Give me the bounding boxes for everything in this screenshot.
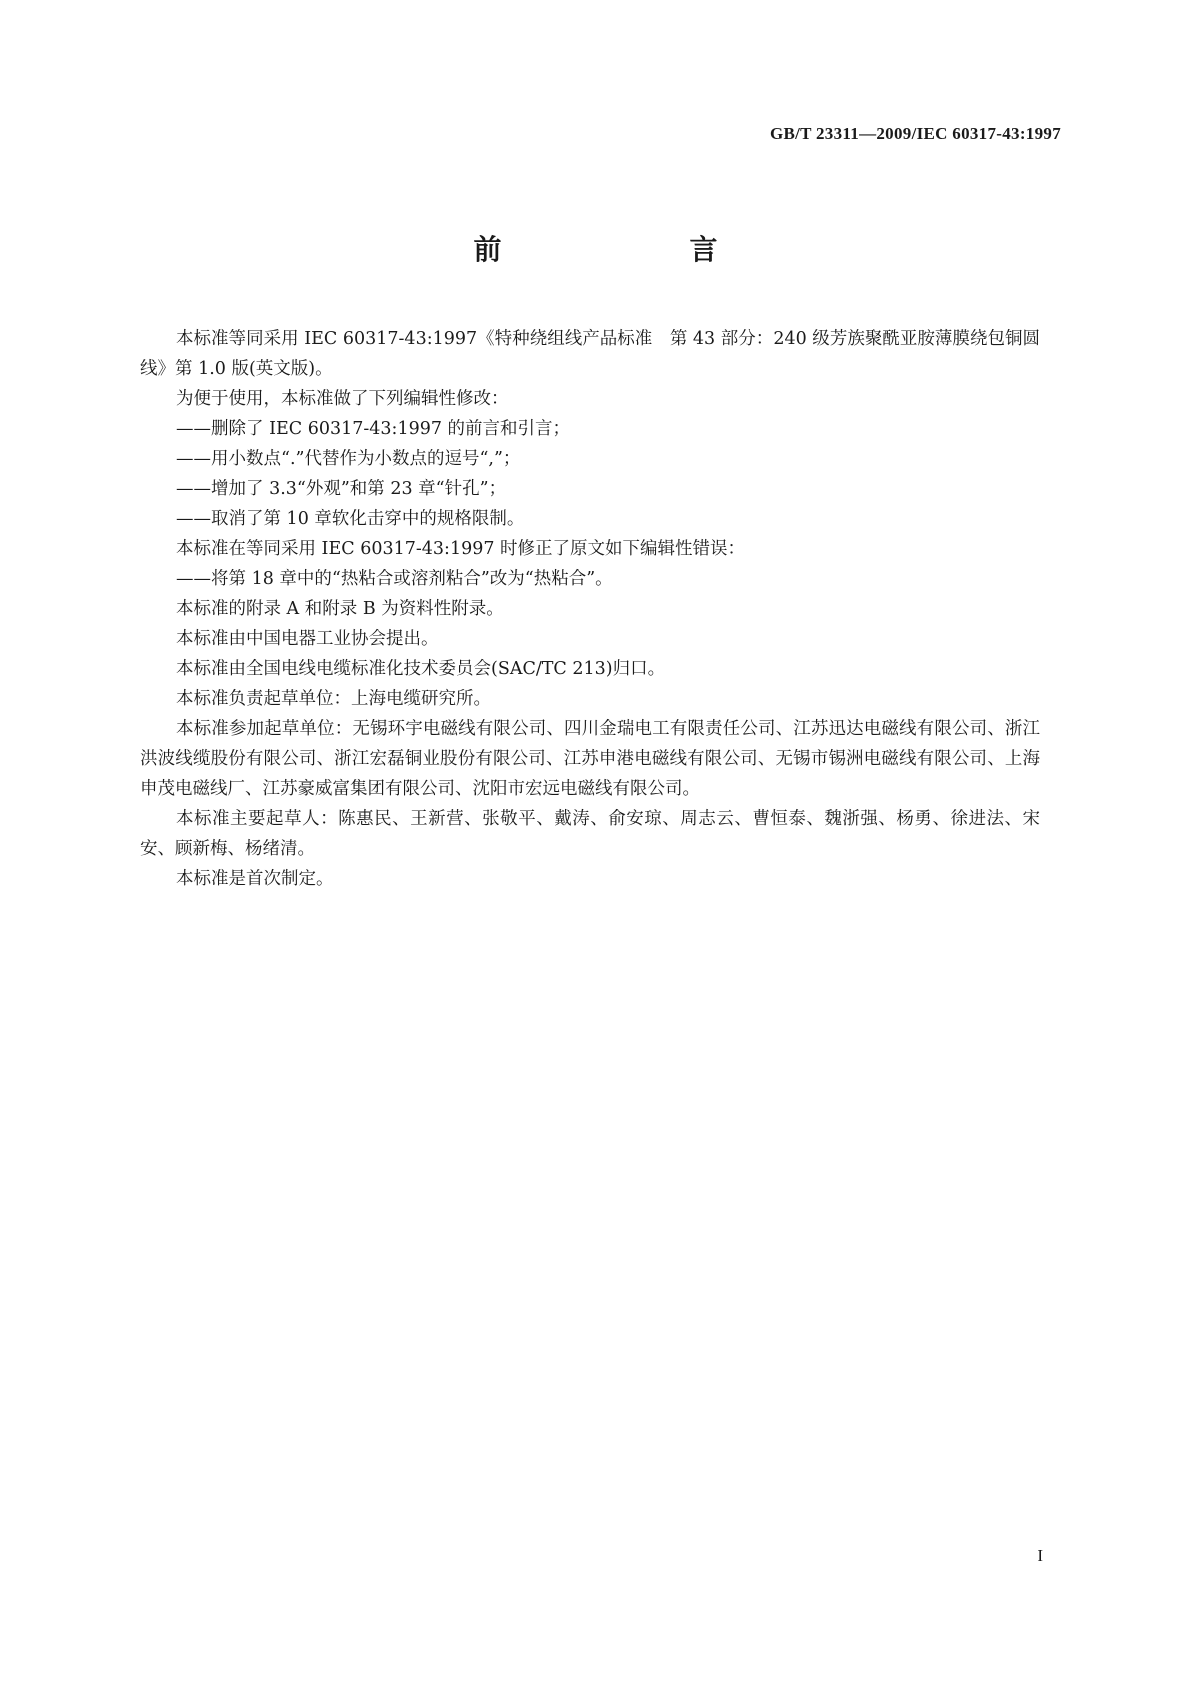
list-item-removed-limits: ——取消了第 10 章软化击穿中的规格限制。 xyxy=(176,509,525,529)
page-title: 前 言 xyxy=(473,233,762,266)
page-number: I xyxy=(1037,1546,1043,1565)
paragraph-corrections-intro: 本标准在等同采用 IEC 60317-43:1997 时修正了原文如下编辑性错误： xyxy=(176,539,746,559)
paragraph-main-drafters: 本标准主要起草人：陈惠民、王新营、张敬平、戴涛、俞安琼、周志云、曹恒泰、魏浙强、杨勇、徐进法、宋安、顾新梅、杨绪清。 xyxy=(140,809,1040,859)
paragraph-adoption: 本标准等同采用 IEC 60317-43:1997《特种绕组线产品标准 第 43 部分：240 级芳族聚酰亚胺薄膜绕包铜圆线》第 1.0 版(英文版)。 xyxy=(140,329,1040,379)
paragraph-responsible-drafter: 本标准负责起草单位：上海电缆研究所。 xyxy=(176,689,491,709)
paragraph-editorial-intro: 为便于使用，本标准做了下列编辑性修改： xyxy=(176,389,509,409)
standard-code-header: GB/T 23311—2009/IEC 60317-43:1997 xyxy=(769,124,1061,143)
list-item-correction: ——将第 18 章中的“热粘合或溶剂粘合”改为“热粘合”。 xyxy=(176,569,613,589)
list-item-added-sections: ——增加了 3.3“外观”和第 23 章“针孔”； xyxy=(176,479,507,499)
foreword-body xyxy=(140,324,1040,894)
paragraph-participating-drafters: 本标准参加起草单位：无锡环宇电磁线有限公司、四川金瑞电工有限责任公司、江苏迅达电磁线有限公司、浙江洪波线缆股份有限公司、浙江宏磊铜业股份有限公司、江苏申港电磁线有限公司、无锡市锡洲电磁线有限公司、上海申茂电磁线厂、江苏豪威富集团有限公司、沈阳市宏远电磁线有限公司。 xyxy=(140,719,1040,799)
paragraph-annexes: 本标准的附录 A 和附录 B 为资料性附录。 xyxy=(176,599,504,619)
paragraph-proposer: 本标准由中国电器工业协会提出。 xyxy=(176,629,439,649)
paragraph-centralized-by: 本标准由全国电线电缆标准化技术委员会(SAC/TC 213)归口。 xyxy=(176,659,666,679)
list-item-decimal-point: ——用小数点“.”代替作为小数点的逗号“,”； xyxy=(176,449,521,469)
paragraph-first-issue: 本标准是首次制定。 xyxy=(176,869,334,889)
list-item-delete-foreword: ——删除了 IEC 60317-43:1997 的前言和引言； xyxy=(176,419,571,439)
